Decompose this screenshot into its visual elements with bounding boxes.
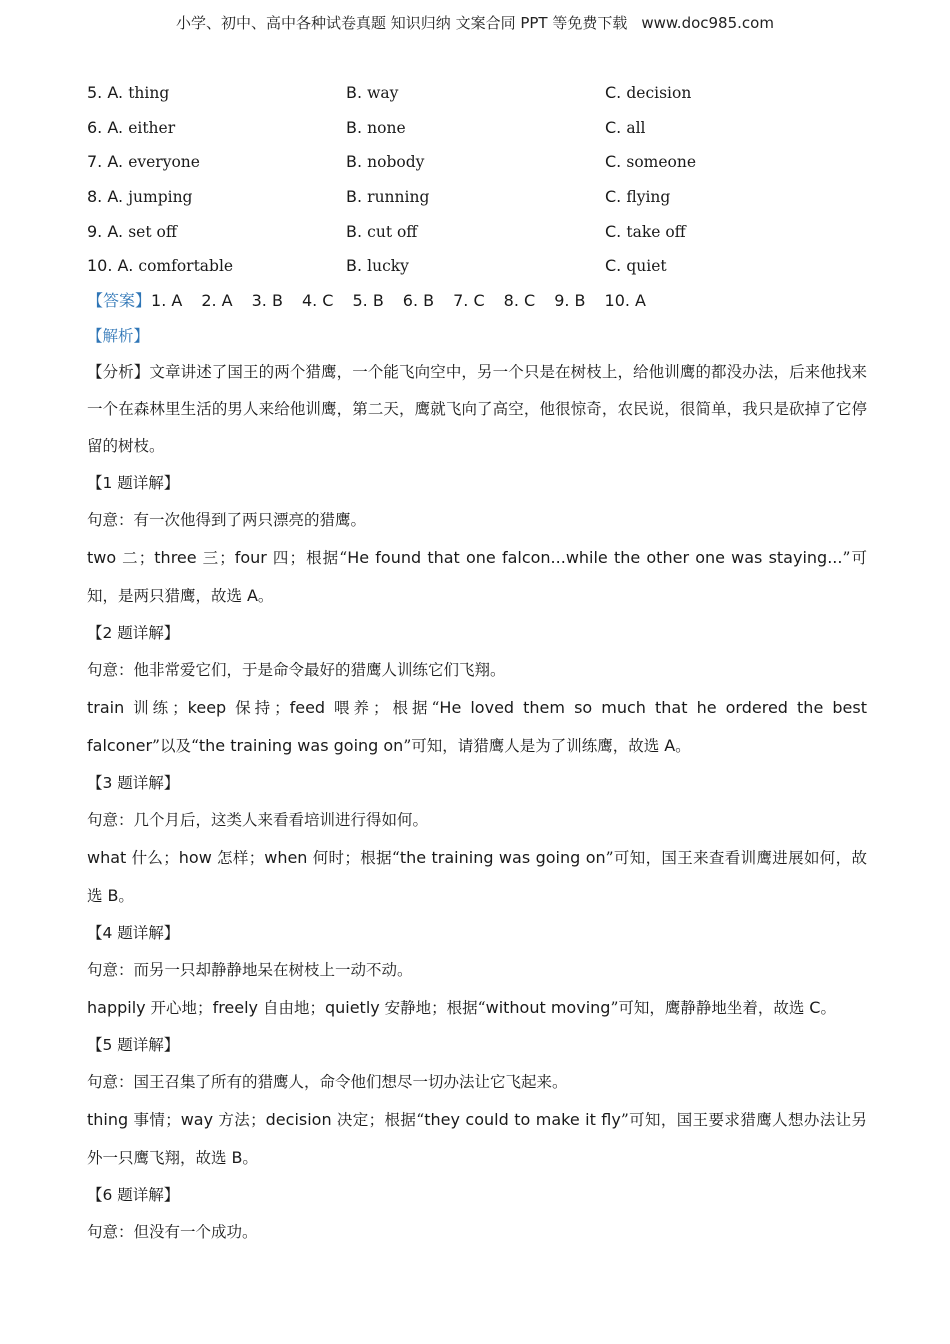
option-b [346, 145, 424, 180]
answer-items [151, 291, 665, 310]
option-a [87, 145, 200, 180]
english-fragment: freely [212, 997, 259, 1017]
answer-item: 4. C [301, 291, 334, 311]
option-c [605, 111, 646, 146]
detail-section [87, 1177, 867, 1251]
english-fragment: B [107, 885, 119, 905]
option-c [605, 180, 670, 215]
english-fragment: A [664, 735, 676, 755]
option-a [87, 215, 177, 250]
option-a [87, 76, 169, 111]
summary-paragraph [87, 354, 867, 465]
option-letter [87, 118, 123, 137]
option-row [87, 145, 867, 180]
chinese-fragment: 。 [675, 736, 691, 755]
answer-item: 2. A [201, 291, 233, 311]
option-b [346, 76, 398, 111]
chinese-fragment: 。 [118, 886, 134, 905]
summary-label: 【分析】 [87, 362, 150, 381]
option-text: cut off [367, 222, 418, 241]
answer-item: 5. B [352, 291, 384, 311]
detail-heading: 【2 题详解】 [87, 623, 180, 642]
question-number: 6. [87, 117, 103, 137]
question-number: 10. [87, 256, 113, 276]
chinese-fragment: 二； [116, 548, 155, 567]
option-b [346, 180, 429, 215]
analysis-label: 【解析】 [87, 326, 150, 345]
option-list [87, 76, 867, 284]
chinese-fragment: 保持； [226, 698, 290, 717]
option-text: take off [626, 222, 686, 241]
letter-a: A. [107, 221, 124, 241]
detail-explanation [87, 989, 867, 1027]
chinese-fragment: 怎样； [211, 848, 265, 867]
letter-a: A. [107, 83, 124, 102]
option-letter [605, 256, 621, 275]
option-text: decision [626, 84, 692, 102]
chinese-fragment: 事情； [128, 1110, 181, 1129]
chinese-fragment: 决定；根据“ [331, 1110, 425, 1129]
english-fragment: decision [265, 1109, 332, 1129]
english-fragment: B [231, 1147, 243, 1167]
detail-heading: 【5 题详解】 [87, 1035, 180, 1054]
english-fragment: C [809, 997, 821, 1017]
option-row [87, 249, 867, 284]
english-fragment: keep [187, 697, 227, 717]
option-letter [346, 152, 362, 171]
option-text: all [626, 118, 646, 137]
english-fragment: thing [87, 1109, 129, 1129]
english-fragment: they could to make it fly [424, 1109, 621, 1129]
option-text: none [367, 118, 406, 137]
option-text: comfortable [138, 257, 234, 276]
letter-a: A. [107, 187, 124, 207]
option-letter [346, 187, 362, 206]
letter-c: C. [605, 256, 622, 276]
option-text: set off [128, 222, 177, 241]
chinese-fragment: ”以及“ [152, 736, 199, 755]
option-text: lucky [367, 257, 409, 276]
option-letter [346, 256, 362, 275]
chinese-fragment: ”可知，是两只猎鹰，故选 [87, 548, 867, 605]
question-number: 5. [87, 83, 103, 102]
detail-section [87, 765, 867, 915]
chinese-fragment: 三； [196, 548, 235, 567]
english-fragment: how [178, 847, 212, 867]
english-fragment: what [87, 847, 127, 867]
letter-a: A. [117, 256, 134, 276]
document-body [87, 76, 867, 1251]
detail-heading: 【6 题详解】 [87, 1185, 180, 1204]
letter-b: B. [346, 83, 363, 102]
option-text: either [128, 118, 176, 137]
option-letter [87, 256, 133, 275]
option-b [346, 249, 409, 284]
chinese-fragment: 安静地；根据“ [379, 998, 486, 1017]
english-fragment: way [180, 1109, 214, 1129]
option-letter [87, 83, 123, 102]
detail-explanation [87, 1101, 867, 1177]
english-fragment: the training was going on [198, 735, 404, 755]
english-fragment: four [234, 547, 267, 567]
answer-item: 9. B [554, 291, 586, 311]
chinese-fragment: ”可知，国王来查看训鹰进展如何，故选 [87, 848, 867, 905]
chinese-fragment: 喂养；根据“ [325, 698, 440, 717]
option-row [87, 76, 867, 111]
option-text: way [367, 84, 399, 102]
letter-b: B. [346, 117, 363, 137]
english-fragment: A [246, 585, 258, 605]
option-b [346, 111, 406, 146]
chinese-fragment: 什么； [126, 848, 179, 867]
option-letter [605, 152, 621, 171]
question-number: 8. [87, 187, 103, 207]
detail-heading: 【4 题详解】 [87, 923, 180, 942]
chinese-fragment: 训练； [124, 698, 188, 717]
option-letter [346, 118, 362, 137]
answer-item: 7. C [453, 291, 485, 311]
sentence-meaning: 句意：他非常爱它们，于是命令最好的猎鹰人训练它们飞翔。 [87, 660, 506, 679]
letter-c: C. [605, 152, 622, 172]
chinese-fragment: 开心地； [145, 998, 213, 1017]
option-letter [605, 83, 621, 102]
letter-a: A. [107, 117, 124, 137]
english-fragment: quietly [324, 997, 380, 1017]
letter-c: C. [605, 117, 622, 137]
chinese-fragment: 自由地； [258, 998, 325, 1017]
sentence-meaning: 句意：国王召集了所有的猎鹰人，命令他们想尽一切办法让它飞起来。 [87, 1072, 568, 1091]
detail-heading: 【3 题详解】 [87, 773, 180, 792]
detail-explanation [87, 689, 867, 765]
letter-b: B. [346, 221, 363, 241]
chinese-fragment: 方法； [213, 1110, 266, 1129]
option-text: running [367, 188, 430, 207]
option-letter [87, 187, 123, 206]
option-c [605, 215, 686, 250]
chinese-fragment: 。 [820, 998, 836, 1017]
detail-explanation [87, 539, 867, 615]
english-fragment: feed [289, 697, 326, 717]
chinese-fragment: 。 [257, 586, 274, 605]
option-text: everyone [128, 153, 200, 172]
sentence-meaning: 句意：几个月后，这类人来看看培训进行得如何。 [87, 810, 429, 829]
header-url[interactable]: www.doc985.com [641, 14, 774, 32]
question-number: 7. [87, 152, 103, 172]
answer-item: 8. C [503, 291, 536, 311]
english-fragment: three [154, 547, 197, 567]
option-letter [605, 118, 621, 137]
english-fragment: happily [87, 997, 146, 1017]
summary-text: 文章讲述了国王的两个猎鹰，一个能飞向空中，另一个只是在树枝上，给他训鹰的都没办法，后来他找来一个在森林里生活的男人来给他训鹰，第二天，鹰就飞向了高空，他很惊奇，农民说，很简单，我只是砍掉了它停留的树枝。 [87, 362, 867, 455]
option-a [87, 180, 192, 215]
english-fragment: He found that one falcon...while the other one was staying... [347, 547, 843, 567]
chinese-fragment: ”可知，请猎鹰人是为了训练鹰，故选 [403, 736, 665, 755]
english-fragment: the training was going on [399, 847, 606, 867]
answer-item: 1. A [151, 291, 183, 311]
option-text: thing [128, 84, 170, 102]
english-fragment: He loved them so much that he ordered the best falconer [87, 697, 867, 755]
question-number: 9. [87, 221, 103, 241]
option-letter [605, 222, 621, 241]
detail-section [87, 915, 867, 1027]
option-text: quiet [626, 257, 667, 276]
option-b [346, 215, 417, 250]
letter-c: C. [605, 187, 622, 207]
option-row [87, 215, 867, 250]
detail-heading: 【1 题详解】 [87, 473, 180, 492]
chinese-fragment: 四；根据“ [266, 548, 348, 567]
option-row [87, 111, 867, 146]
answer-line [87, 284, 867, 319]
letter-a: A. [107, 152, 124, 172]
letter-c: C. [605, 83, 622, 102]
chinese-fragment: 。 [242, 1148, 258, 1167]
sentence-meaning: 句意：有一次他得到了两只漂亮的猎鹰。 [87, 510, 367, 529]
letter-b: B. [346, 152, 363, 172]
english-fragment: without moving [485, 997, 611, 1017]
chinese-fragment: ”可知，鹰静静地坐着，故选 [610, 998, 810, 1017]
option-text: someone [626, 153, 697, 172]
option-text: nobody [367, 153, 425, 172]
option-c [605, 76, 691, 111]
option-text: flying [626, 188, 671, 207]
option-c [605, 249, 667, 284]
sentence-meaning: 句意：但没有一个成功。 [87, 1222, 258, 1241]
english-fragment: two [87, 547, 117, 567]
option-letter [346, 83, 362, 102]
chinese-fragment: 何时；根据“ [307, 848, 400, 867]
option-a [87, 111, 175, 146]
detail-sections [87, 465, 867, 1251]
english-fragment: train [87, 697, 125, 717]
letter-b: B. [346, 256, 363, 276]
english-fragment: when [264, 847, 308, 867]
detail-section [87, 465, 867, 615]
sentence-meaning: 句意：而另一只却静静地呆在树枝上一动不动。 [87, 960, 413, 979]
option-letter [87, 222, 123, 241]
option-letter [87, 152, 123, 171]
letter-b: B. [346, 187, 363, 207]
option-letter [605, 187, 621, 206]
letter-c: C. [605, 221, 622, 241]
option-text: jumping [128, 188, 193, 207]
answer-label: 【答案】 [87, 291, 152, 311]
answer-item: 6. B [402, 291, 435, 311]
answer-item: 10. A [604, 291, 646, 311]
detail-section [87, 615, 867, 765]
page-header [0, 12, 950, 33]
option-row [87, 180, 867, 215]
detail-explanation [87, 839, 867, 915]
option-a [87, 249, 233, 284]
chinese-fragment: ”可知，国王要求猎鹰人想办法让另外一只鹰飞翔，故选 [87, 1110, 867, 1167]
detail-section [87, 1027, 867, 1177]
header-text: 小学、初中、高中各种试卷真题 知识归纳 文案合同 PPT 等免费下载 [176, 14, 628, 32]
option-letter [346, 222, 362, 241]
option-c [605, 145, 696, 180]
answer-item: 3. B [251, 291, 283, 311]
